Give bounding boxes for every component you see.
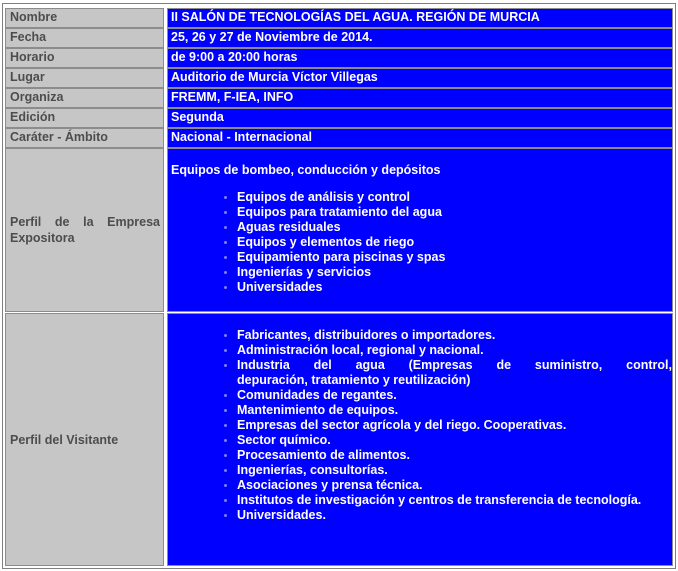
event-info-table: [2, 3, 676, 569]
row-edicion: [5, 108, 673, 128]
value-ambito: Nacional - Internacional: [167, 128, 673, 148]
label-fecha: Fecha: [5, 28, 164, 48]
value-lugar: Auditorio de Murcia Víctor Villegas: [167, 68, 673, 88]
exhibitor-item: • Equipos de análisis y control: [237, 190, 672, 205]
value-perfil-expositor: [167, 148, 673, 312]
visitor-item: • Universidades.: [237, 508, 672, 523]
visitor-list: [171, 328, 672, 523]
visitor-item: • Mantenimiento de equipos.: [237, 403, 672, 418]
value-nombre: II SALÓN DE TECNOLOGÍAS DEL AGUA. REGIÓN DE MURCIA: [167, 8, 673, 28]
label-perfil-expositor: [5, 148, 164, 312]
value-horario: de 9:00 a 20:00 horas: [167, 48, 673, 68]
visitor-item: • Fabricantes, distribuidores o importadores.: [237, 328, 672, 343]
exhibitor-item: • Universidades: [237, 280, 672, 295]
label-lugar: Lugar: [5, 68, 164, 88]
label-ambito: Caráter - Ámbito: [5, 128, 164, 148]
label-perfil-expositor-line2: Expositora: [10, 231, 75, 245]
visitor-item: • Ingenierías, consultorías.: [237, 463, 672, 478]
visitor-item: • Administración local, regional y nacional.: [237, 343, 672, 358]
visitor-item: [237, 358, 672, 388]
visitor-item: • Institutos de investigación y centros de transferencia de tecnología.: [237, 493, 672, 508]
visitor-item-line2: depuración, tratamiento y reutilización): [237, 373, 471, 387]
value-edicion: Segunda: [167, 108, 673, 128]
label-organiza: Organiza: [5, 88, 164, 108]
row-organiza: [5, 88, 673, 108]
exhibitor-intro: Equipos de bombeo, conducción y depósitos: [171, 163, 441, 177]
value-fecha: 25, 26 y 27 de Noviembre de 2014.: [167, 28, 673, 48]
value-organiza: FREMM, F-IEA, INFO: [167, 88, 673, 108]
row-fecha: [5, 28, 673, 48]
visitor-item: • Asociaciones y prensa técnica.: [237, 478, 672, 493]
label-perfil-visitante: Perfil del Visitante: [5, 313, 164, 566]
visitor-item-line1: • Industria del agua (Empresas de suministro, control,: [237, 358, 672, 372]
value-perfil-visitante: [167, 313, 673, 566]
exhibitor-item: • Equipos y elementos de riego: [237, 235, 672, 250]
exhibitor-item: • Equipamiento para piscinas y spas: [237, 250, 672, 265]
label-horario: Horario: [5, 48, 164, 68]
row-nombre: [5, 8, 673, 28]
exhibitor-list: [171, 190, 672, 295]
row-perfil-visitante: [5, 313, 673, 566]
visitor-item: • Sector químico.: [237, 433, 672, 448]
exhibitor-item: • Aguas residuales: [237, 220, 672, 235]
visitor-item: • Comunidades de regantes.: [237, 388, 672, 403]
visitor-item: • Empresas del sector agrícola y del riego. Cooperativas.: [237, 418, 672, 433]
exhibitor-item: • Equipos para tratamiento del agua: [237, 205, 672, 220]
row-horario: [5, 48, 673, 68]
row-lugar: [5, 68, 673, 88]
label-perfil-expositor-line1: Perfil de la Empresa: [10, 215, 160, 229]
label-nombre: Nombre: [5, 8, 164, 28]
row-perfil-expositor: [5, 148, 673, 312]
exhibitor-item: • Ingenierías y servicios: [237, 265, 672, 280]
label-edicion: Edición: [5, 108, 164, 128]
visitor-item: • Procesamiento de alimentos.: [237, 448, 672, 463]
row-ambito: [5, 128, 673, 148]
